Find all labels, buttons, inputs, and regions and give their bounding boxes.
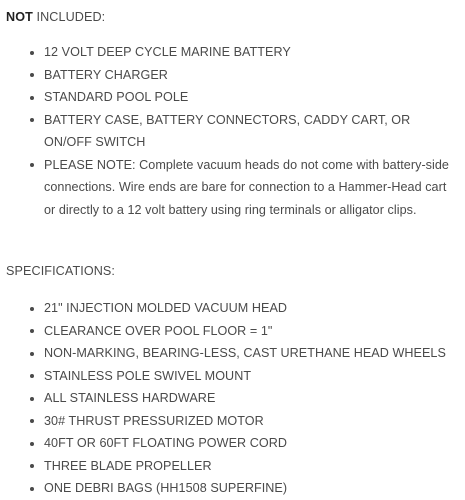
not-included-heading-rest: INCLUDED: xyxy=(32,10,106,24)
list-item: PLEASE NOTE: Complete vacuum heads do not come with battery-side connections. Wire ends are bare for connection to a Hammer-Head cart or directly to a 12 volt battery using ring terminals or alligator clips. xyxy=(0,154,465,222)
list-item: STAINLESS POLE SWIVEL MOUNT xyxy=(0,365,465,388)
list-item: STANDARD POOL POLE xyxy=(0,86,465,109)
list-item: CLEARANCE OVER POOL FLOOR = 1" xyxy=(0,320,465,343)
not-included-list xyxy=(0,41,465,221)
list-item: BATTERY CASE, BATTERY CONNECTORS, CADDY CART, OR ON/OFF SWITCH xyxy=(0,109,465,154)
list-item: NON-MARKING, BEARING-LESS, CAST URETHANE HEAD WHEELS xyxy=(0,342,465,365)
list-item: 12 VOLT DEEP CYCLE MARINE BATTERY xyxy=(0,41,465,64)
list-item: ALL STAINLESS HARDWARE xyxy=(0,387,465,410)
list-item: 30# THRUST PRESSURIZED MOTOR xyxy=(0,410,465,433)
list-item: ONE DEBRI BAGS (HH1508 SUPERFINE) xyxy=(0,477,465,500)
not-included-heading-bold: NOT xyxy=(6,10,33,24)
not-included-heading xyxy=(6,10,105,24)
specifications-heading: SPECIFICATIONS: xyxy=(6,264,116,278)
list-item: BATTERY CHARGER xyxy=(0,64,465,87)
specifications-list xyxy=(0,297,465,500)
list-item: 21" INJECTION MOLDED VACUUM HEAD xyxy=(0,297,465,320)
list-item: 40FT OR 60FT FLOATING POWER CORD xyxy=(0,432,465,455)
list-item: THREE BLADE PROPELLER xyxy=(0,455,465,478)
